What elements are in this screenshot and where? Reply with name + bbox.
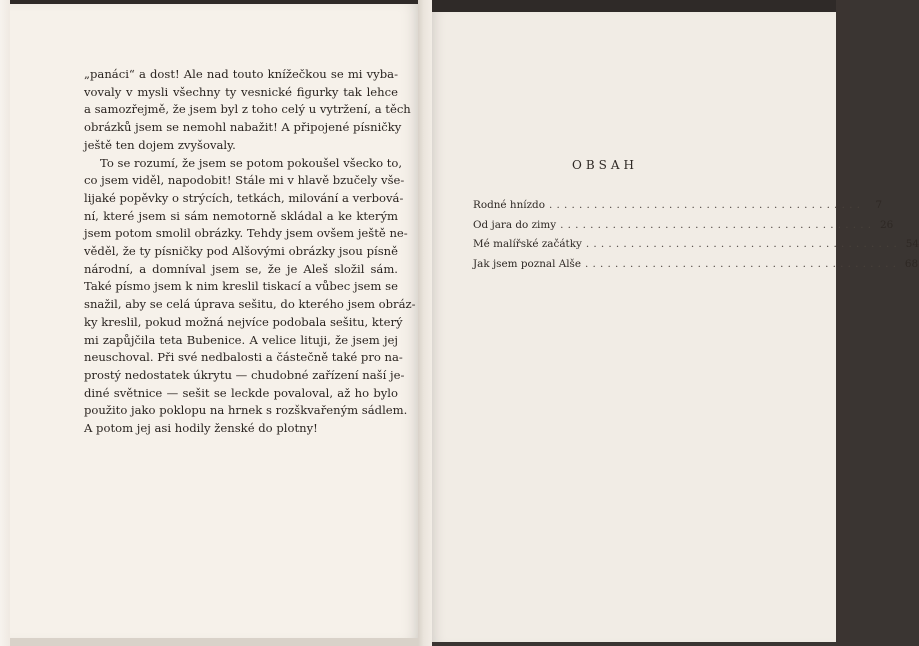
toc-entry-label: Od jara do zimy [473, 218, 557, 231]
text-line: jsem potom smolil obrázky. Tehdy jsem ovšem ještě ne- [84, 226, 408, 241]
text-line: použito jako poklopu na hrnek s rozškvařeným sádlem. [84, 403, 408, 418]
text-line: neuschoval. Při své nedbalosti a částečně také pro na- [84, 350, 403, 365]
toc-entry[interactable] [473, 199, 883, 219]
toc-entry-page: 26 [879, 218, 894, 231]
text-line: To se rozumí, že jsem se potom pokoušel všecko to, [100, 155, 403, 170]
text-line: A potom jej asi hodily ženské do plotny! [84, 421, 318, 436]
toc-entry-page: 68 [904, 257, 919, 270]
toc-entry-page: 54 [905, 238, 919, 250]
text-line: obrázků jsem se nemohl nabažit! A připojené písničky [84, 120, 402, 135]
text-line: co jsem viděl, napodobit! Stále mi v hlavě bzučely vše- [84, 173, 405, 188]
toc-entry[interactable] [473, 238, 919, 258]
text-line: národní, a domníval jsem se, že je Aleš složil sám. [84, 261, 398, 276]
text-line: a samozřejmě, že jsem byl z toho celý u vytržení, a těch [84, 102, 411, 117]
text-line: Také písmo jsem k nim kreslil tiskací a vůbec jsem se [84, 279, 398, 294]
text-line: ní, které jsem si sám nemotorně skládal a ke kterým [84, 208, 398, 223]
text-line: vovaly v mysli všechny ty vesnické figurky tak lehce [84, 84, 398, 99]
toc-leader-dots: .......................................... [560, 218, 876, 231]
toc-leader-dots: .......................................... [548, 199, 865, 211]
toc-entry[interactable] [473, 218, 894, 239]
toc-leader-dots: .......................................... [585, 257, 901, 270]
toc-entry-label: Rodné hnízdo [473, 199, 545, 211]
right-page [432, 12, 836, 642]
text-line: mi zapůjčila teta Bubenice. A velice lituji, že jsem jej [84, 332, 398, 347]
text-line: diné světnice — sešit se leckde povaloval, až ho bylo [84, 385, 398, 400]
book-gutter [418, 0, 432, 646]
left-margin [0, 0, 10, 646]
toc-entry-page: 7 [875, 199, 883, 211]
text-line: ještě ten dojem zvyšovaly. [84, 137, 236, 152]
body-text [84, 66, 416, 438]
text-line: věděl, že ty písničky pod Alšovými obrázky jsou písně [84, 244, 398, 259]
toc-leader-dots: .......................................... [585, 238, 901, 250]
text-line: lijaké popěvky o strýcích, tetkách, milování a verbová- [84, 190, 404, 205]
table-of-contents [473, 199, 919, 277]
text-line: prostý nedostatek úkrytu — chudobné zařízení naší je- [84, 367, 405, 382]
toc-entry[interactable] [473, 257, 919, 278]
toc-entry-label: Mé malířské začátky [473, 238, 582, 250]
bottom-edge [10, 638, 422, 646]
right-edge [836, 0, 850, 646]
toc-title: OBSAH [572, 158, 639, 172]
toc-entry-label: Jak jsem poznal Alše [473, 257, 582, 270]
text-line: „panáci“ a dost! Ale nad touto knížečkou se mi vyba- [84, 67, 398, 81]
text-line: ky kreslil, pokud možná nejvíce podobala sešitu, který [84, 314, 403, 329]
top-edge-right [432, 0, 850, 12]
text-line: snažil, aby se celá úprava sešitu, do kterého jsem obráz- [84, 297, 416, 312]
